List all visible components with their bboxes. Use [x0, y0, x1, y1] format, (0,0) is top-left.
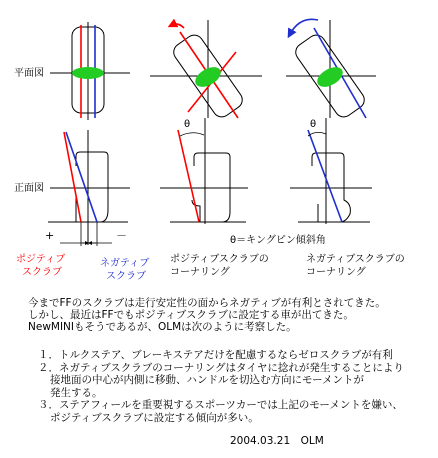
point-1: １．トルクステア、ブレーキステアだけを配慮するならゼロスクラブが有利: [38, 349, 393, 361]
minus-sign: －: [116, 229, 127, 242]
point-3-cont: ポジティブスクラブに設定する傾向が多い。: [50, 411, 259, 424]
tire-front-outline: [76, 152, 108, 222]
plan-view-label: 平面図: [14, 68, 44, 79]
intro-line: NewMINIもそうであるが、OLMは次のように考察した。: [28, 321, 297, 333]
theta-definition: θ＝キングピン傾斜角: [230, 235, 326, 246]
intro-line: しかし、最近はFFでもポジティブスクラブに設定する車が出てきた。: [28, 309, 354, 321]
negative-caption-line1: ネガティブスクラブの: [306, 254, 405, 265]
positive-kingpin-axis: [178, 130, 199, 222]
positive-scrub-label-line2: スクラブ: [22, 267, 62, 278]
intro-line: 今までFFのスクラブは走行安定性の面からネガティブが有利とされてきた。: [28, 297, 386, 309]
theta-label: θ: [310, 119, 317, 130]
plus-sign: +: [45, 229, 55, 242]
point-2: ２．ネガティブスクラブのコーナリングはタイヤに捻れが発生することにより: [38, 361, 404, 374]
turn-arrow-icon: [172, 24, 184, 28]
negative-kingpin-axis: [308, 130, 342, 222]
intro-paragraph: [28, 297, 428, 333]
point-2-cont: 接地面の中心が内側に移動、ハンドルを切込む方向にモーメントが: [50, 374, 365, 386]
point-3: ３．ステアフィールを重要視するスポーツカーでは上記のモーメントを嫌い、: [38, 399, 403, 411]
panel-straight: [16, 22, 149, 282]
positive-caption-line2: コーナリング: [170, 267, 230, 278]
contact-patch: [72, 67, 104, 79]
front-view-label: 正面図: [14, 183, 44, 194]
point-2-cont: 発生する。: [50, 386, 103, 399]
negative-kingpin-axis: [66, 132, 97, 222]
theta-label: θ: [184, 119, 191, 130]
theta-angle-arc: [180, 133, 204, 136]
negative-scrub-label-line2: スクラブ: [106, 271, 146, 282]
consideration-list: [38, 349, 433, 424]
turn-arrow-icon: [290, 19, 318, 34]
signature-date: 2004.03.21 OLM: [230, 435, 324, 447]
positive-scrub-label-line1: ポジティブ: [16, 254, 66, 265]
negative-scrub-label-line1: ネガティブ: [100, 258, 150, 269]
positive-kingpin-axis: [64, 132, 81, 222]
positive-caption-line1: ポジティブスクラブの: [170, 254, 269, 265]
negative-caption-line2: コーナリング: [306, 267, 366, 278]
